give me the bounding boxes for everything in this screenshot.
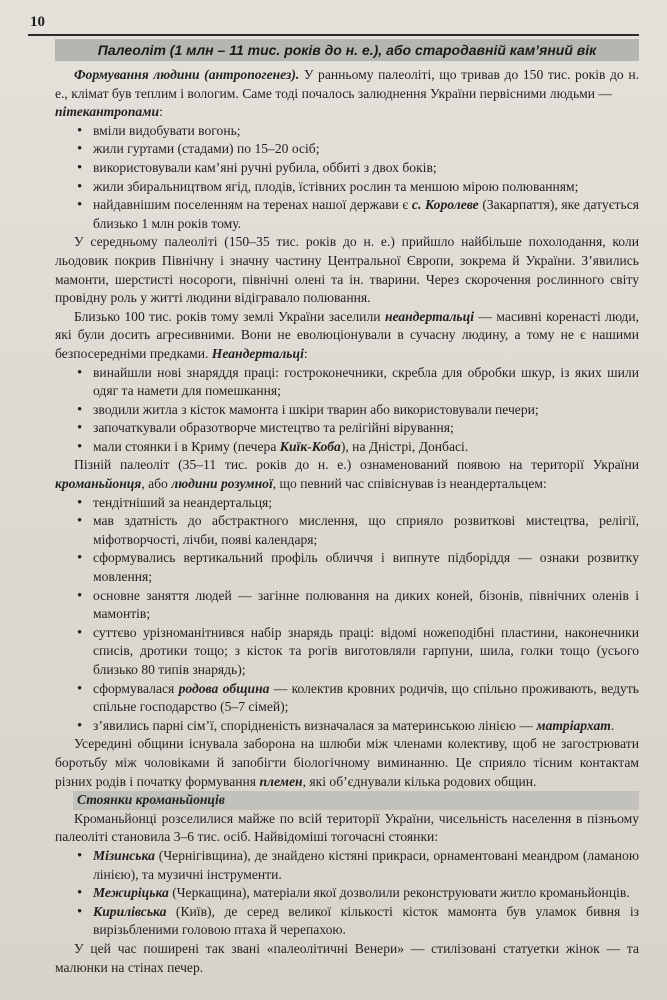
list-item-text: з’явились парні сім’ї, спорідненість визначалася за материнською лінією — (93, 717, 537, 733)
list-item-text: ), на Дністрі, Донбасі. (340, 438, 469, 454)
list-item-text: мали стоянки і в Криму (печера (93, 438, 280, 454)
site-name: Мізинська (93, 847, 155, 863)
list-item (75, 680, 639, 717)
site-name: Кирилівська (93, 903, 167, 919)
cro-magnon-list (55, 494, 639, 736)
text-run: , що певний час співіснував із неандертальцем: (272, 476, 547, 492)
text-run: — масивні коренасті люди, які були досить агресивними. Вони не еволюціонували в сучасну людину, а тому не є нашими безпосередніми предками. (55, 308, 639, 361)
list-item (75, 438, 639, 457)
site-text: (Черкащина), матеріали якої дозволили реконструювати житло кроманьйонців. (168, 885, 630, 901)
term-neanderthals: неандертальці (384, 308, 474, 324)
term-korolevo: с. Королеве (411, 197, 479, 213)
list-item: • мав здатність до абстрактного мислення, що сприяло розвиткові мистецтва, релігії, міфотворчості, лічби, появі календаря; (75, 512, 639, 549)
header-rule (28, 34, 639, 36)
term-clan-community: родова община (178, 680, 270, 696)
community-paragraph (55, 735, 639, 791)
site-kyrylivska (75, 903, 639, 940)
intro-paragraph (55, 66, 639, 122)
list-item (75, 196, 639, 233)
site-text: (Чернігівщина), де знайдено кістяні прикраси, орнаментовані меандром (ламаною лінією), та музичні інструменти. (93, 847, 639, 882)
site-mezhyrich (75, 884, 639, 903)
text-run: , які об’єднували кілька родових общин. (302, 773, 537, 789)
sites-subheading: Стоянки кроманьйонців (77, 792, 225, 808)
section-title: Палеоліт (1 млн – 11 тис. років до н. е.), або стародавній кам’яний вік (55, 39, 639, 61)
list-item: • тендітніший за неандертальця; (75, 494, 639, 513)
list-item: • використовували кам’яні ручні рубила, оббиті з двох боків; (75, 159, 639, 178)
site-mizyn (75, 847, 639, 884)
list-item: • започаткували образотворче мистецтво та релігійні вірування; (75, 419, 639, 438)
list-item-text: (Закарпаття), яке датується близько 1 млн років тому. (93, 197, 639, 231)
list-item-text: . (610, 717, 615, 733)
list-item: • вміли видобувати вогонь; (75, 122, 639, 141)
text-run: , або (141, 476, 172, 492)
text-run: Близько 100 тис. років тому землі України заселили (74, 308, 385, 324)
term-homo-sapiens: людини розумної (171, 476, 273, 492)
term-tribes: племен (259, 773, 303, 789)
venus-paragraph: У цей час поширені так звані «палеолітичні Венери» — стилізовані статуетки жінок — та малюнки на стінах печер. (55, 940, 639, 975)
sites-list (55, 847, 639, 940)
term-matriarchy: матріархат (536, 717, 611, 733)
site-name: Межиріцька (93, 885, 169, 901)
page-number: 10 (30, 14, 45, 30)
intro-end: : (159, 104, 163, 120)
list-item: • сформувались вертикальний профіль обличчя і випнуте підборіддя — ознаки розвитку мовлення; (75, 549, 639, 586)
list-item: • винайшли нові знаряддя праці: гостроконечники, скребла для обробки шкур, із яких шили одяг та намети для помешкання; (75, 364, 639, 401)
list-item: • суттєво урізноманітнився набір знарядь праці: відомі ножеподібні пластини, наконечники списів, дротики тощо; з кісток та рогів виготовляли гарпуни, шила, голки тощо (усього близько 80 типів знарядь); (75, 624, 639, 680)
sites-subheading-bar (73, 791, 639, 810)
neanderthals-list (55, 364, 639, 457)
term-pithecanthropes: пітекантропами (55, 104, 160, 120)
term-cro-magnon: кроманьйонця (55, 476, 142, 492)
pithecanthropes-list (55, 122, 639, 234)
term-neanderthals-2: Неандертальці (211, 345, 304, 361)
list-item (75, 717, 639, 736)
list-item-text: — колектив кровних родичів, що спільно проживають, ведуть спільне господарство (5–7 сімей); (93, 680, 639, 715)
neanderthal-paragraph (55, 308, 639, 364)
site-text: (Київ), де серед великої кількості кісток мамонта був уламок бивня із вирізьбленими головою птаха й черепахою. (93, 903, 639, 938)
page-content (55, 39, 639, 977)
list-item: • основне заняття людей — загінне полювання на диких коней, бізонів, північних оленів і мамонтів; (75, 587, 639, 624)
text-run: Усередині общини існувала заборона на шлюби між членами колективу, щоб не загострювати боротьбу між чоловіками й запобігти біологічному виминанню. Це сприяло тісним контактам різних родів і початку формування (55, 736, 639, 789)
list-item-text: сформувалася (93, 680, 179, 696)
late-paleolithic-paragraph (55, 456, 639, 493)
middle-paleolithic-paragraph: У середньому палеоліті (150–35 тис. років до н. е.) прийшло найбільше похолодання, коли льодовик покрив Північну і значну частину Центральної Європи, зокрема й України. З’явились мамонти, шерстисті носороги, північні олені та ін. тварини. Через скорочення рослинного світу провідну роль у житті людини відігравало полювання. (55, 234, 639, 306)
term-kiik-koba: Киїк-Коба (279, 438, 341, 454)
text-run: Пізній палеоліт (35–11 тис. років до н. е.) ознаменований появою на території України (74, 457, 639, 473)
intro-lead: Формування людини (антропогенез). (74, 67, 300, 82)
list-item: • жили гуртами (стадами) по 15–20 осіб; (75, 140, 639, 159)
list-item-text: найдавнішим поселенням на теренах нашої держави є (93, 197, 412, 213)
intro-text: У ранньому палеоліті, що тривав до 150 тис. років до н. е., клімат був теплим і вологим. Саме тоді почалось залюднення України первісними людьми — (55, 67, 639, 101)
text-run: : (303, 345, 308, 361)
sites-intro-paragraph: Кроманьйонці розселилися майже по всій території України, чисельність населення в пізньому палеоліті становила 3–6 тис. осіб. Найвідоміші тогочасні стоянки: (55, 810, 639, 845)
list-item: • жили збиральництвом ягід, плодів, їстівних рослин та меншою мірою полюванням; (75, 178, 639, 197)
list-item: • зводили житла з кісток мамонта і шкіри тварин або використовували печери; (75, 401, 639, 420)
